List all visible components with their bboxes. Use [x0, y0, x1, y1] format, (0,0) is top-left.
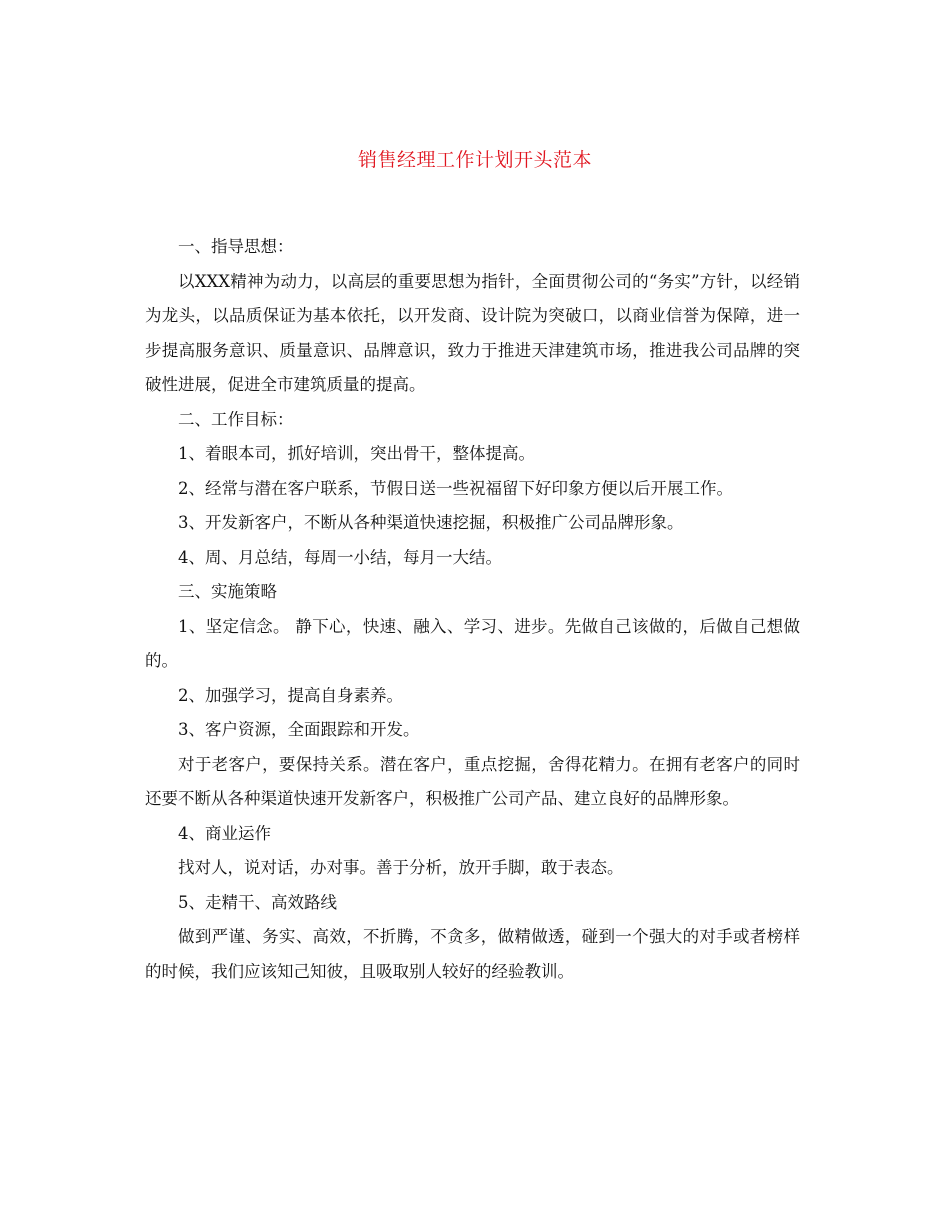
goal-item-2: 2、经常与潜在客户联系，节假日送一些祝福留下好印象方便以后开展工作。 [178, 478, 733, 498]
section-heading-strategy: 三、实施策略 [178, 582, 277, 601]
document-title: 销售经理工作计划开头范本 [357, 149, 592, 171]
strategy-item-5-detail: 做到严谨、务实、高效，不折腾，不贪多，做精做透，碰到一个强大的对手或者榜样的时候，我们应该知己知彼，且吸取别人较好的经验教训。 [145, 927, 800, 981]
section-heading-work-goals: 二、工作目标： [178, 409, 294, 429]
strategy-item-4-detail: 找对人，说对话，办对事。善于分析，放开手脚，敢于表态。 [178, 858, 624, 877]
strategy-item-4: 4、商业运作 [178, 823, 271, 843]
goal-item-3: 3、开发新客户，不断从各种渠道快速挖掘，积极推广公司品牌形象。 [178, 513, 684, 532]
strategy-item-3: 3、客户资源，全面跟踪和开发。 [178, 720, 420, 739]
section-heading-guiding-ideology: 一、指导思想： [178, 237, 294, 256]
strategy-item-5: 5、走精干、高效路线 [178, 892, 337, 912]
strategy-item-2: 2、加强学习，提高自身素养。 [178, 685, 403, 705]
paragraph-guiding-ideology: 以XXX精神为动力，以高层的重要思想为指针，全面贯彻公司的“务实”方针，以经销为龙头，以品质保证为基本依托，以开发商、设计院为突破口，以商业信誉为保障，进一步提高服务意识、质量意识、品牌意识，致力于推进天津建筑市场，推进我公司品牌的突破性进展，促进全市建筑质量的提高。 [145, 271, 800, 394]
document-body [145, 230, 800, 989]
goal-item-1: 1、着眼本司，抓好培训，突出骨干，整体提高。 [178, 444, 535, 463]
goal-item-4: 4、周、月总结，每周一小结，每月一大结。 [178, 547, 502, 567]
strategy-item-1: 1、坚定信念。 静下心，快速、融入、学习、进步。先做自己该做的，后做自己想做的。 [145, 616, 800, 670]
strategy-item-3-detail: 对于老客户，要保持关系。潜在客户，重点挖掘，舍得花精力。在拥有老客户的同时还要不断从各种渠道快速开发新客户，积极推广公司产品、建立良好的品牌形象。 [145, 754, 800, 808]
